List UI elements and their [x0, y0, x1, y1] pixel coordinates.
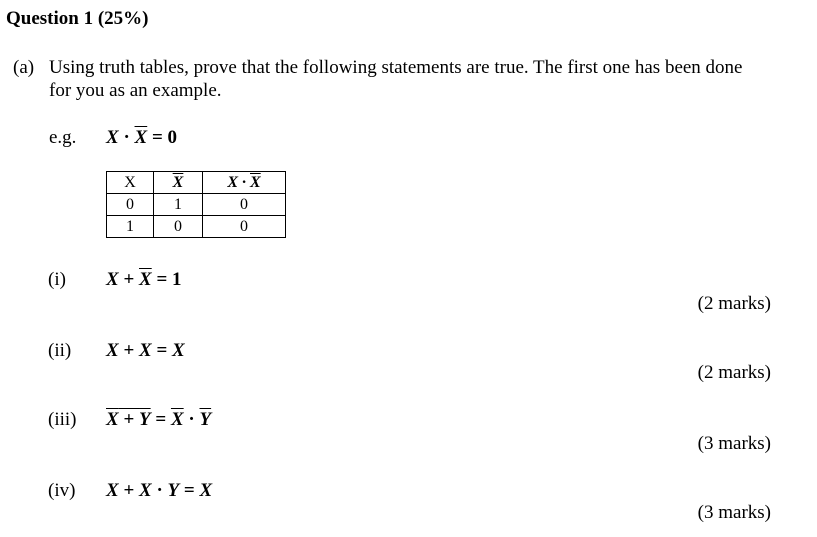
- question-title: Question 1 (25%): [6, 8, 149, 29]
- example-expression: $X \cdot \overline{X} = 0$: [106, 127, 178, 148]
- instructions-line-1: Using truth tables, prove that the following statements are true. The first one has been done: [49, 57, 743, 78]
- truth-table-header-row: [107, 172, 286, 194]
- statement-expression-iii: $X + Y = \overline{X} \cdot \overline{Y}$: [106, 409, 212, 430]
- table-cell: 0: [203, 194, 286, 216]
- statement-label-iii: (iii): [48, 409, 77, 430]
- part-label: (a): [13, 57, 35, 78]
- marks-iv: (3 marks): [697, 502, 771, 523]
- statement-expression-i: $X + \overline{X} = 1$: [106, 269, 182, 290]
- header-x-and-not-x: $X \cdot \overline{X}$: [203, 172, 286, 194]
- table-cell: 0: [107, 194, 154, 216]
- table-cell: 0: [203, 216, 286, 238]
- marks-iii: (3 marks): [697, 433, 771, 454]
- statement-label-ii: (ii): [48, 340, 72, 361]
- marks-i: (2 marks): [697, 293, 771, 314]
- table-row: [107, 194, 286, 216]
- header-not-x: $\overline{X}$: [154, 172, 203, 194]
- table-cell: 1: [107, 216, 154, 238]
- example-label: e.g.: [49, 127, 77, 148]
- truth-table: [106, 171, 286, 238]
- statement-label-iv: (iv): [48, 480, 76, 501]
- table-cell: 1: [154, 194, 203, 216]
- header-x: X: [107, 172, 154, 194]
- statement-label-i: (i): [48, 269, 66, 290]
- statement-expression-ii: X + X = X: [106, 340, 185, 361]
- statement-expression-iv: X + X · Y = X: [106, 480, 213, 501]
- instructions-line-2: for you as an example.: [49, 80, 222, 101]
- table-row: [107, 216, 286, 238]
- marks-ii: (2 marks): [697, 362, 771, 383]
- table-cell: 0: [154, 216, 203, 238]
